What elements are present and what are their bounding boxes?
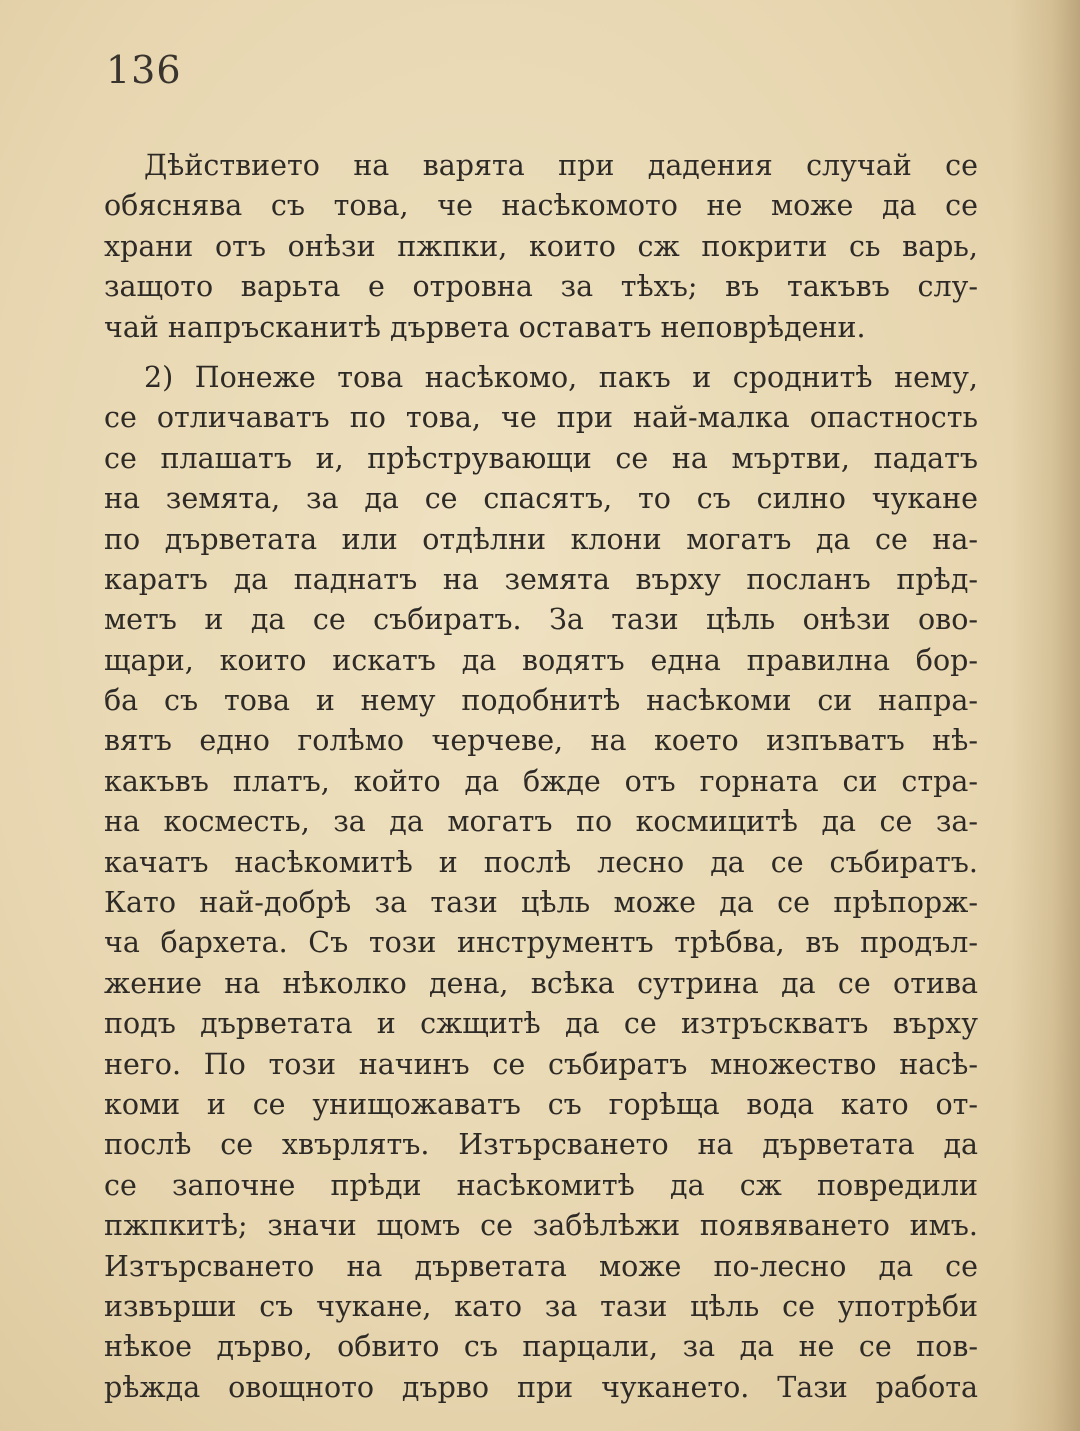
text-line: рѣжда овощното дърво при чукането. Тази работа: [104, 1370, 978, 1404]
text-line: чай напръсканитѣ дървета оставатъ неповрѣдени.: [104, 310, 866, 344]
text-line: извърши съ чукане, като за тази цѣль се употрѣби: [104, 1289, 978, 1323]
text-line: вятъ едно голѣмо черчеве, на което изпъватъ нѣ-: [104, 724, 978, 758]
text-line: жение на нѣколко дена, всѣка сутрина да се отива: [104, 966, 978, 1000]
text-line: ча бархета. Съ този инструментъ трѣбва, въ продъл-: [104, 926, 978, 960]
text-line: метъ и да се събиратъ. За тази цѣль онѣзи ово-: [104, 603, 978, 637]
paragraph-2: [104, 358, 978, 1408]
paragraph-gap: [104, 348, 978, 358]
text-line: подъ дърветата и сжщитѣ да се изтръскватъ върху: [104, 1007, 978, 1041]
text-line: качатъ насѣкомитѣ и послѣ лесно да се събиратъ.: [104, 845, 978, 879]
text-line: се започне прѣди насѣкомитѣ да сж повредили: [104, 1168, 978, 1202]
text-line: Дѣйствието на варята при дадения случай се: [144, 149, 978, 182]
text-line: него. По този начинъ се събиратъ множество насѣ-: [104, 1047, 978, 1081]
text-line: какъвъ платъ, който да бжде отъ горната си стра-: [104, 764, 978, 798]
text-line: на косместь, за да могатъ по космицитѣ да се за-: [104, 805, 978, 839]
page-number: 136: [106, 48, 182, 92]
text-line: послѣ се хвърлятъ. Изтърсването на дърветата да: [104, 1128, 978, 1162]
text-line: Като най-добрѣ за тази цѣль може да се прѣпорж-: [104, 886, 978, 920]
text-line: 2) Понеже това насѣкомо, пакъ и сроднитѣ нему,: [144, 360, 978, 394]
text-line: на земята, за да се спасятъ, то съ силно чукане: [104, 482, 978, 516]
text-line: каратъ да паднатъ на земята върху посланъ прѣд-: [104, 562, 978, 596]
text-line: нѣкое дърво, обвито съ парцали, за да не се пов-: [104, 1330, 978, 1364]
text-line: пжпкитѣ; значи щомъ се забѣлѣжи появяването имъ.: [104, 1209, 978, 1243]
body-text: [104, 146, 978, 1408]
text-line: коми и се унищожаватъ съ горѣща вода като от-: [104, 1087, 978, 1121]
text-line: щари, които искатъ да водятъ една правилна бор-: [104, 643, 978, 677]
text-line: се отличаватъ по това, че при най-малка опастность: [104, 401, 978, 435]
text-line: ба съ това и нему подобнитѣ насѣкоми си напра-: [104, 684, 978, 718]
text-line: Изтърсването на дърветата може по-лесно да се: [104, 1249, 978, 1283]
text-line: обяснява съ това, че насѣкомото не може да се: [104, 189, 978, 223]
text-line: по дърветата или отдѣлни клони могатъ да се на-: [104, 522, 978, 556]
page-edge-shadow: [1010, 0, 1080, 1431]
paragraph-1: [104, 146, 978, 348]
text-line: храни отъ онѣзи пжпки, които сж покрити сь варь,: [104, 229, 978, 263]
text-line: защото варьта е отровна за тѣхъ; въ такъвъ слу-: [104, 270, 978, 304]
text-line: се плашатъ и, прѣструвающи се на мъртви, падатъ: [104, 441, 978, 475]
